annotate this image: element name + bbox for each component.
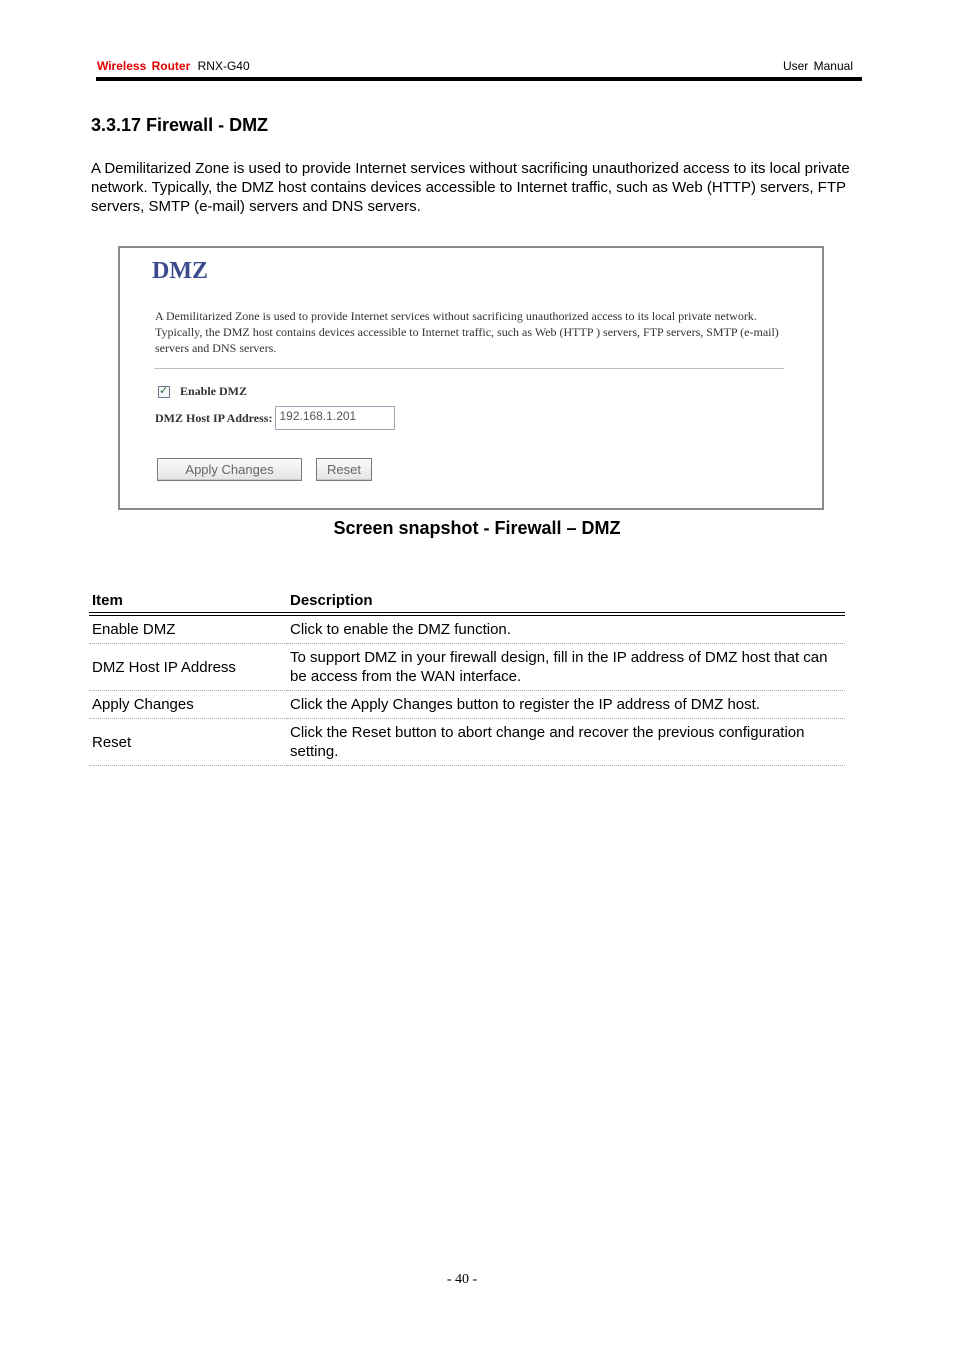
table-row — [89, 644, 845, 691]
table-cell-item: Apply Changes — [89, 691, 287, 719]
enable-dmz-checkbox[interactable] — [158, 386, 170, 398]
page-header — [96, 58, 862, 82]
table-cell-description: Click the Reset button to abort change and recover the previous configuration setting. — [287, 719, 845, 766]
dmz-screen-snapshot — [118, 246, 824, 510]
table-cell-description: Click to enable the DMZ function. — [287, 614, 845, 644]
table-row — [89, 614, 845, 644]
dmz-ip-row — [155, 406, 395, 430]
snapshot-divider — [154, 368, 784, 369]
apply-changes-button[interactable]: Apply Changes — [157, 458, 302, 481]
header-rule — [96, 77, 862, 81]
table-row — [89, 719, 845, 766]
enable-dmz-row — [158, 384, 247, 399]
header-model: RNX-G40 — [197, 59, 250, 73]
reset-button[interactable]: Reset — [316, 458, 372, 481]
dmz-ip-input[interactable]: 192.168.1.201 — [275, 406, 395, 430]
column-header-description: Description — [287, 589, 845, 614]
table-header-row — [89, 589, 845, 614]
checkmark-icon: ✓ — [159, 384, 169, 397]
snapshot-caption: Screen snapshot - Firewall – DMZ — [333, 518, 621, 538]
enable-dmz-label: Enable DMZ — [180, 384, 248, 398]
snapshot-description: A Demilitarized Zone is used to provide Internet services without sacrificing unauthorized access to its local private network. Typically, the DMZ host contains devices accessible to Internet traffic, such as Web (HTTP ) servers, FTP servers, SMTP (e-mail) servers and DNS servers. — [155, 309, 779, 355]
table-cell-item: Reset — [89, 719, 287, 766]
header-product-name: Wireless Router — [97, 59, 191, 73]
table-cell-item: Enable DMZ — [89, 614, 287, 644]
header-manual-label: User Manual — [782, 59, 853, 73]
item-description-table — [89, 589, 845, 766]
table-cell-description: To support DMZ in your firewall design, fill in the IP address of DMZ host that can be access from the WAN interface. — [287, 644, 845, 691]
section-intro: A Demilitarized Zone is used to provide Internet services without sacrificing unauthorized access to its local private network. Typically, the DMZ host contains devices accessible to Internet traffic, such as Web (HTTP) servers, FTP servers, SMTP (e-mail) servers and DNS servers. — [91, 160, 850, 215]
dmz-ip-label: DMZ Host IP Address: — [155, 410, 273, 425]
column-header-item: Item — [89, 589, 287, 614]
table-row — [89, 691, 845, 719]
table-cell-item: DMZ Host IP Address — [89, 644, 287, 691]
header-brand — [97, 59, 250, 73]
page-number: - 40 - — [446, 1272, 478, 1287]
section-title: 3.3.17 Firewall - DMZ — [91, 115, 269, 135]
snapshot-title: DMZ — [152, 258, 208, 284]
table-cell-description: Click the Apply Changes button to register the IP address of DMZ host. — [287, 691, 845, 719]
